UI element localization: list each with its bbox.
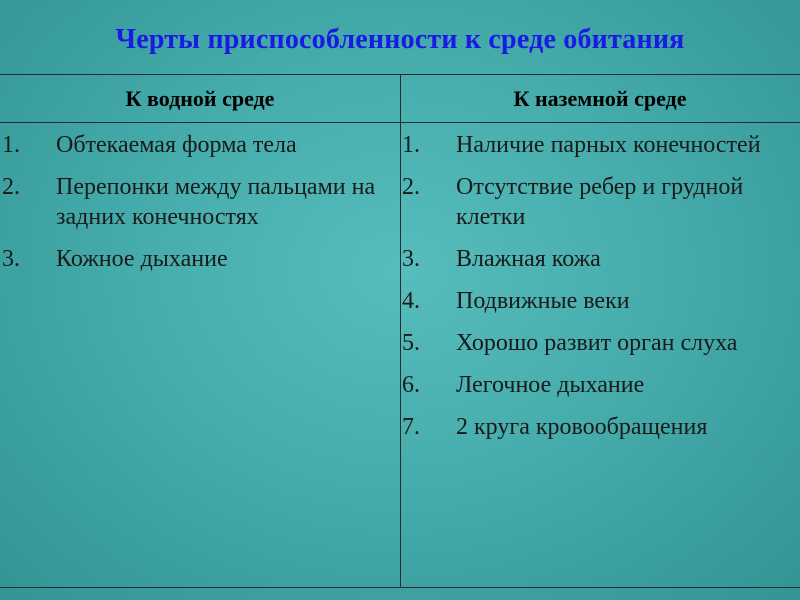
item-number: 3. [402,246,420,272]
slide-title: Черты приспособленности к среде обитания [115,24,685,55]
item-number: 2. [2,174,20,200]
item-text: Отсутствие ребер и грудной клетки [456,174,744,230]
item-number: 5. [402,330,420,356]
land-adaptations-list [400,130,800,454]
item-text: Наличие парных конечностей [456,132,761,158]
item-number: 1. [402,132,420,158]
item-number: 7. [402,414,420,440]
list-item [400,172,800,232]
list-item [400,286,800,316]
item-text: Кожное дыхание [56,246,228,272]
item-number: 6. [402,372,420,398]
item-text: Обтекаемая форма тела [56,132,297,158]
item-number: 3. [2,246,20,272]
item-number: 1. [2,132,20,158]
header-land-environment: К наземной среде [513,86,687,111]
item-number: 2. [402,174,420,200]
item-text: Подвижные веки [456,288,630,314]
item-text: Легочное дыхание [456,372,645,398]
item-text: Перепонки между пальцами на задних конечностях [56,174,376,230]
list-item [400,370,800,400]
list-item [400,328,800,358]
header-water-environment: К водной среде [125,86,275,111]
list-item [400,412,800,442]
list-item [400,244,800,274]
water-adaptations-list [0,130,400,286]
item-text: Влажная кожа [456,246,601,272]
item-text: Хорошо развит орган слуха [456,330,738,356]
list-item [0,130,400,160]
item-text: 2 круга кровообращения [456,414,708,440]
list-item [0,244,400,274]
list-item [400,130,800,160]
list-item [0,172,400,232]
adaptation-table [0,74,800,588]
item-number: 4. [402,288,420,314]
